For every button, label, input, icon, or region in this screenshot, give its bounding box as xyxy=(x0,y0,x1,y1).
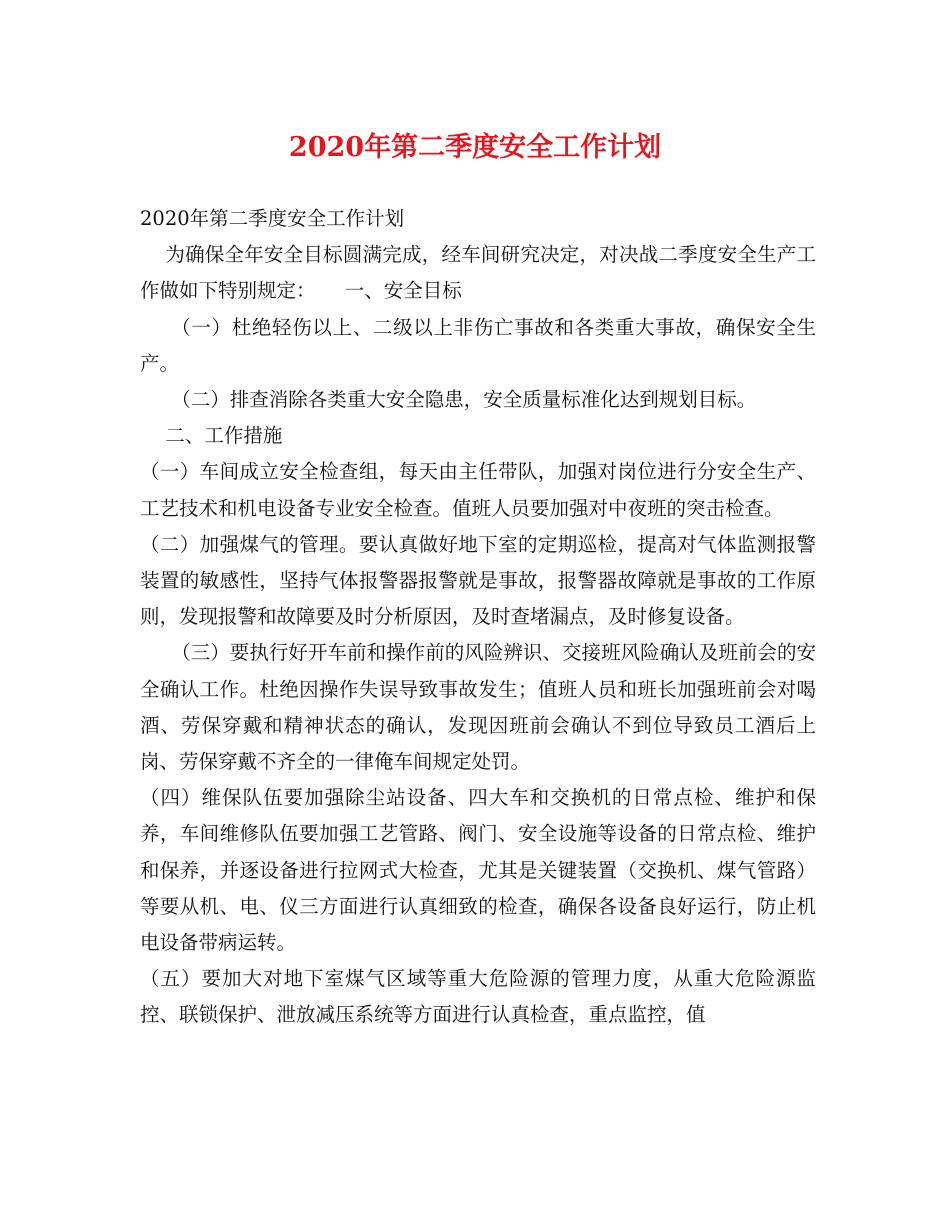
goal-item-2: （二）排查消除各类重大安全隐患，安全质量标准化达到规划目标。 xyxy=(171,388,757,412)
document-body xyxy=(140,201,816,1034)
measure-item-1: （一）车间成立安全检查组，每天由主任带队，加强对岗位进行分安全生产、工艺技术和机电设备专业安全检查。值班人员要加强对中夜班的突击检查。 xyxy=(140,460,816,520)
intro-paragraph: 为确保全年安全目标圆满完成，经车间研究决定，对决战二季度安全生产工作做如下特别规定： 一、安全目标 xyxy=(140,243,816,303)
measure-item-2: （二）加强煤气的管理。要认真做好地下室的定期巡检，提高对气体监测报警装置的敏感性，坚持气体报警器报警就是事故，报警器故障就是事故的工作原则，发现报警和故障要及时分析原因，及时查堵漏点，及时修复设备。 xyxy=(140,532,816,629)
document-title: 2020年第二季度安全工作计划 xyxy=(288,132,662,163)
body-heading: 2020年第二季度安全工作计划 xyxy=(140,207,405,230)
measure-item-3: （三）要执行好开车前和操作前的风险辨识、交接班风险确认及班前会的安全确认工作。杜绝因操作失误导致事故发生；值班人员和班长加强班前会对喝酒、劳保穿戴和精神状态的确认，发现因班前会确认不到位导致员工酒后上岗、劳保穿戴不齐全的一律俺车间规定处罚。 xyxy=(140,641,816,774)
measure-item-5: （五）要加大对地下室煤气区域等重大危险源的管理力度，从重大危险源监控、联锁保护、泄放减压系统等方面进行认真检查，重点监控，值 xyxy=(140,967,816,1027)
section-heading-measures: 二、工作措施 xyxy=(165,424,283,448)
goal-item-1: （一）杜绝轻伤以上、二级以上非伤亡事故和各类重大事故，确保安全生产。 xyxy=(140,315,816,375)
measure-item-4: （四）维保队伍要加强除尘站设备、四大车和交换机的日常点检、维护和保养，车间维修队伍要加强工艺管路、阀门、安全设施等设备的日常点检、维护和保养，并逐设备进行拉网式大检查，尤其是关键装置（交换机、煤气管路）等要从机、电、仪三方面进行认真细致的检查，确保各设备良好运行，防止机电设备带病运转。 xyxy=(140,786,816,955)
